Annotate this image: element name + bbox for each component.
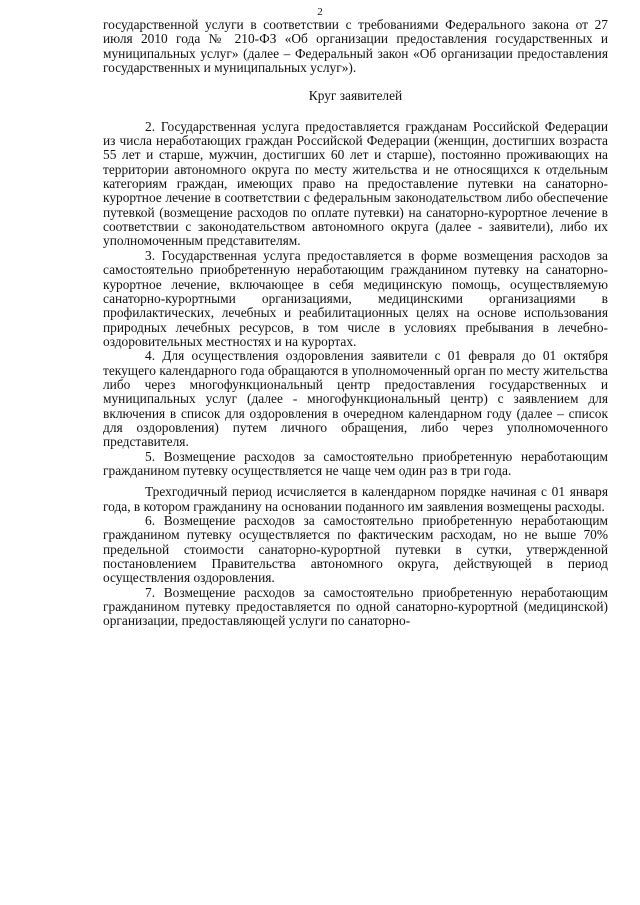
document-body [103,18,608,629]
intro-paragraph: государственной услуги в соответствии с требованиями Федерального закона от 27 июля 2010 года № 210-ФЗ «Об организации предоставления государственных и муниципальных услуг» (далее – Федеральный закон «Об организации предоставления государственных и муниципальных услуг»). [103,17,608,76]
paragraph-5-continuation: Трехгодичный период исчисляется в календарном порядке начиная с 01 января года, в котором гражданину на основании поданного им заявления возмещены расходы. [103,484,608,514]
paragraph-4: 4. Для осуществления оздоровления заявители с 01 февраля до 01 октября текущего календарного года обращаются в уполномоченный орган по месту жительства либо через многофункциональный центр предоставления государственных и муниципальных услуг (далее - многофункциональный центр) с заявлением для включения в список для оздоровления в очередном календарном году (далее – список для оздоровления) путем личного обращения, либо через уполномоченного представителя. [103,348,608,450]
paragraph-3: 3. Государственная услуга предоставляется в форме возмещения расходов за самостоятельно приобретенную неработающим гражданином путевку на санаторно-курортное лечение, включающее в себя медицинскую помощь, осуществляемую санаторно-курортными организациями, медицинскими организациями в профилактических, лечебных и реабилитационных целях на основе использования природных лечебных ресурсов, в том числе в условиях пребывания в лечебно-оздоровительных местностях и на курортах. [103,247,608,349]
paragraph-5: 5. Возмещение расходов за самостоятельно приобретенную неработающим гражданином путевку осуществляется не чаще чем один раз в три года. [103,448,608,478]
section-heading: Круг заявителей [308,88,403,104]
page-number: 2 [317,6,323,18]
paragraph-7: 7. Возмещение расходов за самостоятельно приобретенную неработающим гражданином путевку предоставляется по одной санаторно-курортной (медицинской) организации, предоставляющей услуги по санаторно- [103,584,608,629]
paragraph-2: 2. Государственная услуга предоставляется гражданам Российской Федерации из числа неработающих граждан Российской Федерации (женщин, достигших возраста 55 лет и старше, мужчин, достигших 60 лет и старше), постоянно проживающих на территории автономного округа по месту жительства и не относящихся к отдельным категориям граждан, имеющих право на предоставление путевки на санаторно-курортное лечение в соответствии с федеральным законодательством либо обеспечение путевкой (возмещение расходов по оплате путевки) на санаторно-курортное лечение в соответствии с законодательством автономного округа (далее - заявители), либо их уполномоченным представителям. [103,118,608,249]
paragraph-6: 6. Возмещение расходов за самостоятельно приобретенную неработающим гражданином путевку осуществляется по фактическим расходам, но не выше 70% предельной стоимости санаторно-курортной путевки в сутки, утвержденной постановлением Правительства автономного округа, действующей в период осуществления оздоровления. [103,513,608,586]
